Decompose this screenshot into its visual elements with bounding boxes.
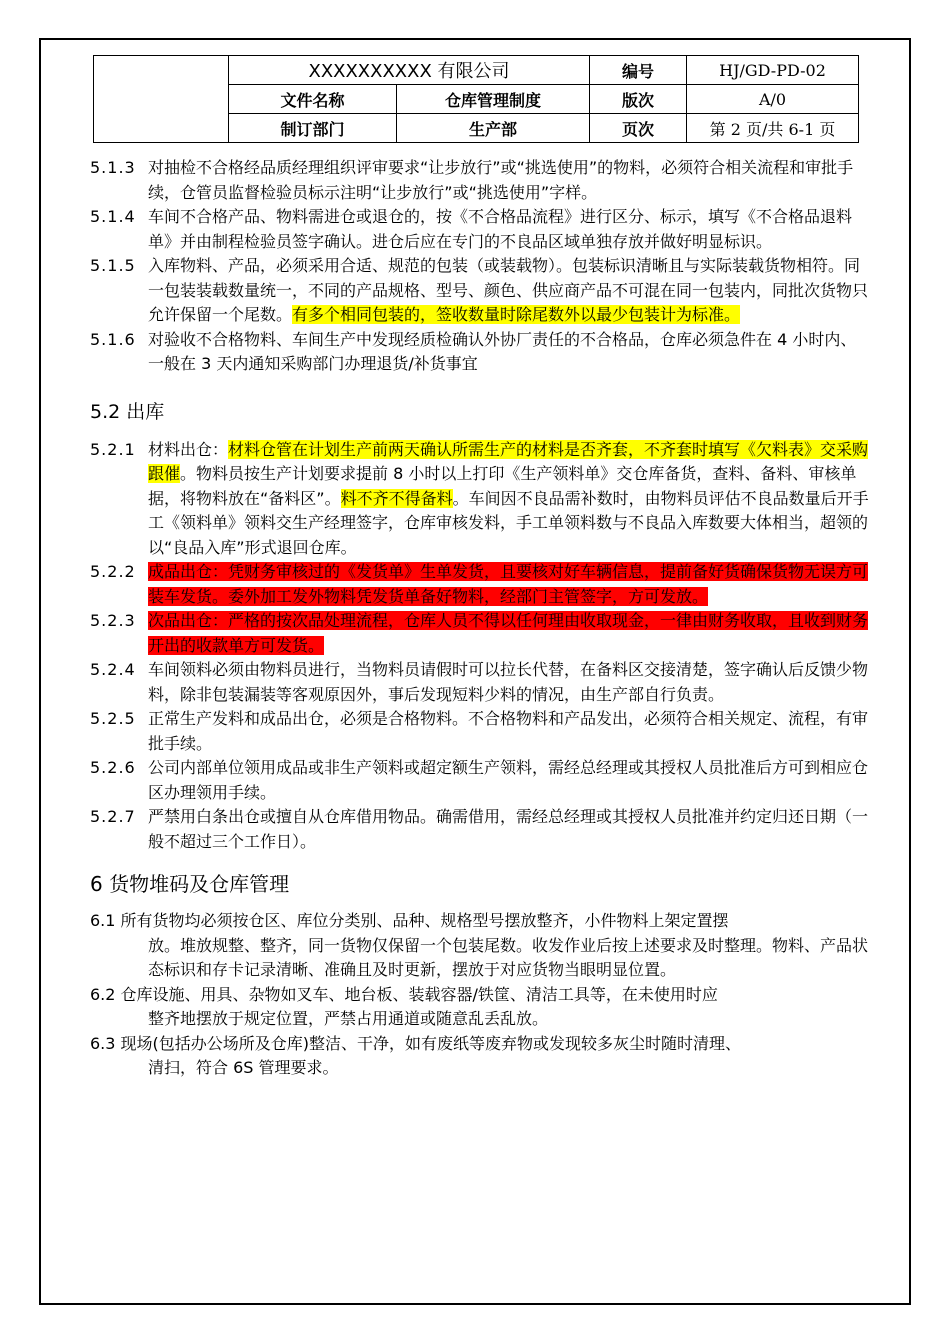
company-name: XXXXXXXXXX 有限公司 [229, 56, 590, 85]
clause-5-2-4 [90, 658, 870, 707]
clause-6-1 [90, 909, 870, 983]
highlighted-text: 材料仓管在计划生产前两天确认所需生产的材料是否齐套，不齐套时填写《欠料表》交采购跟催 [148, 439, 869, 483]
red-highlighted-text: 成品出仓：凭财务审核过的《发货单》生单发货，且要核对好车辆信息，提前备好货确保货物无误方可装车发货。委外加工发外物料凭发货单备好物料，经部门主管签字，方可发放。 [148, 562, 869, 606]
clause-number: 5.2.3 [90, 611, 136, 630]
file-name-value: 仓库管理制度 [397, 85, 590, 114]
clause-text: 对抽检不合格经品质经理组织评审要求“让步放行”或“挑选使用”的物料，必须符合相关流程和审批手续，仓管员监督检验员标示注明“让步放行”或“挑选使用”字样。 [148, 158, 854, 202]
clause-text: 。车间因不良品需补数时，由物料员评估不良品数量后开手工《领料单》领料交生产经理签字，仓库审核发料，手工单领料数与不良品入库数要大体相当，超领的以“良品入库”形式退回仓库。 [148, 488, 869, 557]
clause-number: 5.2.1 [90, 439, 136, 459]
clause-number: 5.1.3 [90, 158, 136, 177]
clause-5-2-2 [90, 560, 870, 609]
clause-5-1-3 [90, 156, 870, 205]
clause-text: 。物料员按生产计划要求提前 8 小时以上打印《生产领料单》交仓库备货，查料、备料、审核单据，将物料放在“备料区”。 [148, 464, 857, 508]
clause-text: 车间领料必须由物料员进行，当物料员请假时可以拉长代替，在备料区交接清楚，签字确认后反馈少物料，除非包装漏装等客观原因外，事后发现短料少料的情况，由生产部自行负责。 [148, 660, 869, 704]
clause-text: 对验收不合格物料、车间生产中发现经质检确认外协厂责任的不合格品，仓库必须急件在 4 小时内、一般在 3 天内通知采购部门办理退货/补货事宜 [148, 329, 857, 373]
page-value: 第 2 页/共 6-1 页 [687, 114, 859, 143]
clause-text: 车间不合格产品、物料需进仓或退仓的，按《不合格品流程》进行区分、标示，填写《不合格品退料单》并由制程检验员签字确认。进仓后应在专门的不良品区域单独存放并做好明显标识。 [148, 207, 853, 251]
clause-number: 5.1.5 [90, 256, 136, 275]
clause-5-1-5 [90, 254, 870, 328]
clause-6-3 [90, 1032, 870, 1081]
document-header-table [93, 55, 859, 143]
code-value: HJ/GD-PD-02 [687, 56, 859, 85]
version-label: 版次 [590, 85, 687, 114]
clause-first-line: 6.3 现场(包括办公场所及仓库)整洁、干净，如有废纸等废弃物或发现较多灰尘时随时清理、 [90, 1033, 742, 1053]
clause-number: 5.2.4 [90, 660, 136, 679]
clause-5-2-1 [90, 438, 870, 561]
page-label: 页次 [590, 114, 687, 143]
clause-number: 5.1.4 [90, 207, 136, 226]
file-name-label: 文件名称 [229, 85, 397, 114]
clause-5-2-3 [90, 609, 870, 658]
clause-text: 清扫，符合 6S 管理要求。 [148, 1058, 339, 1077]
logo-cell [94, 56, 229, 143]
clause-5-2-5 [90, 707, 870, 756]
clause-text: 放。堆放规整、整齐，同一货物仅保留一个包装尾数。收发作业后按上述要求及时整理。物料、产品状态标识和存卡记录清晰、准确且及时更新，摆放于对应货物当眼明显位置。 [148, 935, 869, 979]
clause-6-2 [90, 983, 870, 1032]
clause-number: 5.2.7 [90, 807, 136, 826]
clause-5-1-4 [90, 205, 870, 254]
clause-first-line: 6.1 所有货物均必须按仓区、库位分类别、品种、规格型号摆放整齐，小件物料上架定置摆 [90, 911, 729, 930]
clause-number: 5.2.5 [90, 709, 136, 728]
section-heading-5-2: 5.2 出库 [90, 400, 165, 423]
clause-text: 公司内部单位领用成品或非生产领料或超定额生产领料，需经总经理或其授权人员批准后方可到相应仓区办理领用手续。 [148, 758, 869, 802]
clause-text: 入库物料、产品，必须采用合适、规范的包装（或装载物）。包装标识清晰且与实际装载货物相符。同一包装装载数量统一，不同的产品规格、型号、颜色、供应商产品不可混在同一包装内，同批次货物只允许保留一个尾数。 [148, 256, 869, 324]
red-highlighted-text: 次品出仓：严格的按次品处理流程，仓库人员不得以任何理由收取现金，一律由财务收取，且收到财务开出的收款单方可发货。 [148, 611, 869, 655]
clause-number: 5.1.6 [90, 329, 136, 349]
code-label: 编号 [590, 56, 687, 85]
clause-text: 严禁用白条出仓或擅自从仓库借用物品。确需借用，需经总经理或其授权人员批准并约定归还日期（一般不超过三个工作日）。 [148, 807, 869, 851]
highlighted-text: 有多个相同包装的，签收数量时除尾数外以最少包装计为标准。 [292, 305, 741, 324]
version-value: A/0 [687, 85, 859, 114]
clause-5-2-6 [90, 756, 870, 805]
highlighted-text: 料不齐不得备料 [340, 488, 453, 508]
clause-first-line: 6.2 仓库设施、用具、杂物如叉车、地台板、装载容器/铁筐、清洁工具等，在未使用时应 [90, 984, 718, 1004]
dept-label: 制订部门 [229, 114, 397, 143]
clause-text: 材料出仓： [148, 439, 229, 459]
dept-value: 生产部 [397, 114, 590, 143]
clause-number: 5.2.6 [90, 758, 136, 777]
clause-text: 正常生产发料和成品出仓，必须是合格物料。不合格物料和产品发出，必须符合相关规定、流程，有审批手续。 [148, 709, 869, 753]
section-heading-6: 6 货物堆码及仓库管理 [90, 872, 290, 896]
clause-number: 5.2.2 [90, 562, 136, 581]
clause-text: 整齐地摆放于规定位置，严禁占用通道或随意乱丢乱放。 [148, 1009, 549, 1028]
document-body [90, 156, 870, 1081]
clause-5-2-7 [90, 805, 870, 854]
clause-5-1-6 [90, 328, 870, 377]
